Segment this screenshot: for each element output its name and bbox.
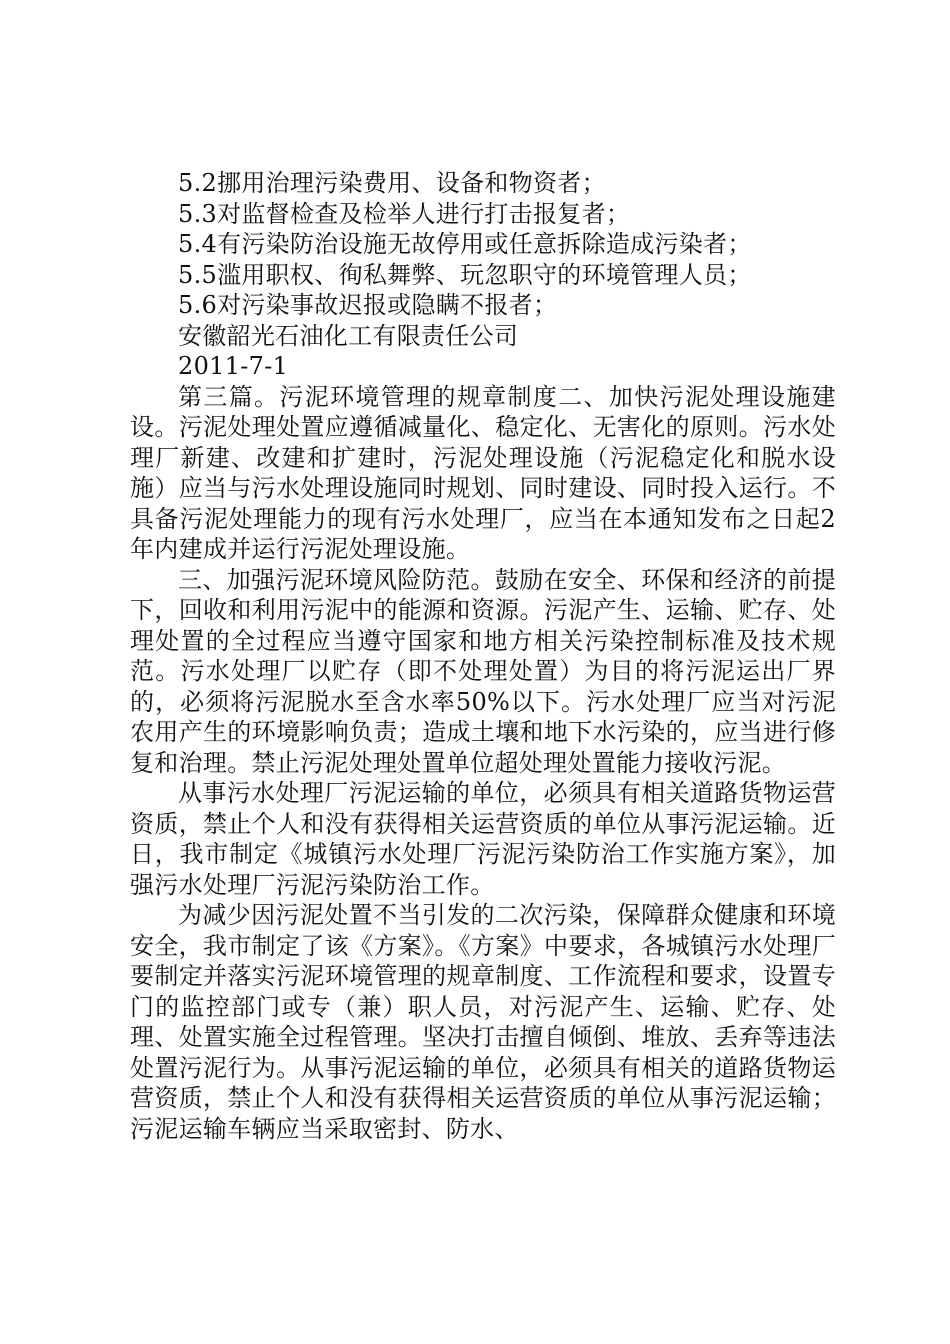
list-item: 5.6对污染事故迟报或隐瞒不报者； <box>178 291 558 319</box>
document-date: 2011-7-1 <box>178 352 289 380</box>
list-item: 5.4有污染防治设施无故停用或任意拆除造成污染者； <box>178 230 752 258</box>
list-item: 5.2挪用治理污染费用、设备和物资者； <box>178 169 606 197</box>
body-paragraph: 三、加强污泥环境风险防范。鼓励在安全、环保和经济的前提下，回收和利用污泥中的能源和资源。污泥产生、运输、贮存、处理处置的全过程应当遵守国家和地方相关污染控制标准及技术规范。污水处理厂以贮存（即不处理处置）为目的将污泥运出厂界的，必须将污泥脱水至含水率50%以下。污水处理厂应当对污泥农用产生的环境影响负责；造成土壤和地下水污染的，应当进行修复和治理。禁止污泥处理处置单位超处理处置能力接收污泥。 <box>130 565 836 777</box>
company-name: 安徽韶光石油化工有限责任公司 <box>178 321 519 350</box>
body-paragraph: 为减少因污泥处置不当引发的二次污染，保障群众健康和环境安全，我市制定了该《方案》。《方案》中要求，各城镇污水处理厂要制定并落实污泥环境管理的规章制度、工作流程和要求，设置专门的监控部门或专（兼）职人员，对污泥产生、运输、贮存、处理、处置实施全过程管理。坚决打击擅自倾倒、堆放、丢弃等违法处置污泥行为。从事污泥运输的单位，必须具有相关的道路货物运营资质，禁止个人和没有获得相关运营资质的单位从事污泥运输；污泥运输车辆应当采取密封、防水、 <box>130 901 836 1143</box>
list-item: 5.3对监督检查及检举人进行打击报复者； <box>178 199 631 228</box>
body-paragraph: 从事污水处理厂污泥运输的单位，必须具有相关道路货物运营资质，禁止个人和没有获得相关运营资质的单位从事污泥运输。近日，我市制定《城镇污水处理厂污泥污染防治工作实施方案》，加强污水处理厂污泥污染防治工作。 <box>130 779 836 899</box>
document-body <box>130 168 836 1144</box>
list-item: 5.5滥用职权、徇私舞弊、玩忽职守的环境管理人员； <box>178 260 752 289</box>
body-paragraph: 第三篇。污泥环境管理的规章制度二、加快污泥处理设施建设。污泥处理处置应遵循减量化、稳定化、无害化的原则。污水处理厂新建、改建和扩建时，污泥处理设施（污泥稳定化和脱水设施）应当与污水处理设施同时规划、同时建设、同时投入运行。不具备污泥处理能力的现有污水处理厂，应当在本通知发布之日起2年内建成并运行污泥处理设施。 <box>130 382 836 563</box>
